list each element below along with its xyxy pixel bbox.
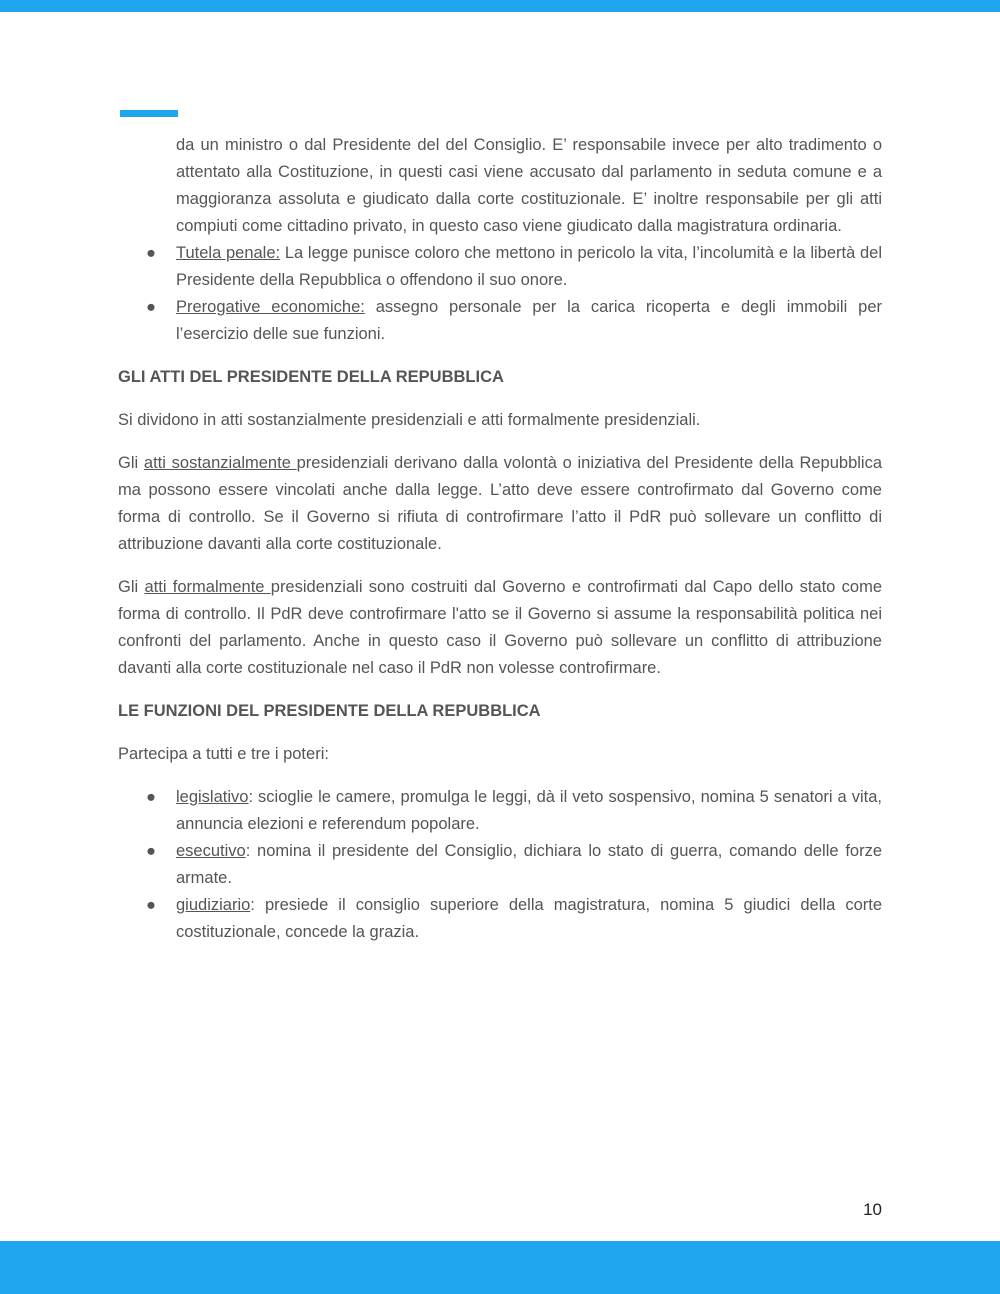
accent-dash (120, 110, 178, 117)
list-item-term: legislativo (176, 788, 249, 806)
bullet-icon: ● (146, 842, 156, 860)
continuation-paragraph: da un ministro o dal Presidente del del Consiglio. E’ responsabile invece per alto tradimento o attentato alla Costituzione, in questi casi viene accusato dal parlamento in seduta comune e a maggioranza assoluta e giudicato dalla corte costituzionale. E’ inoltre responsabile per gli atti compiuti come cittadino privato, in questo caso viene giudicato dalla magistratura ordinaria. (176, 136, 882, 235)
paragraph-text: presidenziali sono costruiti dal Governo e controfirmati dal Capo dello stato come forma di controllo. Il PdR deve controfirmare l'atto se il Governo si assume la responsabilità politica nei confronti del parlamento. Anche in questo caso il Governo può sollevare un conflitto di attribuzione davanti alla corte costituzionale nel caso il PdR non volesse controfirmare. (118, 578, 882, 677)
list-item-term: giudiziario (176, 896, 251, 914)
page-content (118, 132, 882, 962)
list-item-text: : nomina il presidente del Consiglio, dichiara lo stato di guerra, comando delle forze armate. (176, 842, 882, 887)
list-item-term: Tutela penale: (176, 244, 281, 262)
paragraph-atti-formalmente (118, 574, 882, 682)
paragraph-text: presidenziali derivano dalla volontà o iniziativa del Presidente della Repubblica ma possono essere vincolati anche dalla legge. L’atto deve essere controfirmato dal Governo come forma di controllo. Se il Governo si rifiuta di controfirmare l’atto il PdR può sollevare un conflitto di attribuzione davanti alla corte costituzionale. (118, 454, 883, 553)
paragraph-term: atti sostanzialmente (143, 454, 297, 472)
list-item (146, 784, 882, 838)
list-item-term: esecutivo (176, 842, 246, 860)
list-item (146, 240, 883, 294)
bullet-icon: ● (146, 244, 156, 262)
paragraph-atti-sostanzialmente (118, 450, 882, 558)
list-item (146, 892, 882, 946)
bottom-accent-bar (0, 1241, 1000, 1294)
bullet-icon: ● (146, 896, 156, 914)
bullet-list-funzioni (118, 784, 882, 946)
bullet-list-top (118, 240, 882, 348)
list-item-term: Prerogative economiche: (176, 298, 365, 316)
list-item (146, 838, 882, 892)
list-item-text: : scioglie le camere, promulga le leggi, dà il veto sospensivo, nomina 5 senatori a vita, annuncia elezioni e referendum popolare. (176, 788, 882, 833)
paragraph-term: atti formalmente (144, 578, 271, 596)
top-accent-bar (0, 0, 1000, 12)
section-intro-atti: Si dividono in atti sostanzialmente presidenziali e atti formalmente presidenziali. (118, 411, 701, 429)
paragraph-lead: Gli (118, 578, 145, 596)
section-intro-funzioni: Partecipa a tutti e tre i poteri: (118, 745, 329, 763)
paragraph-lead: Gli (118, 454, 144, 472)
section-heading-atti: GLI ATTI DEL PRESIDENTE DELLA REPUBBLICA (118, 368, 504, 386)
list-item-text: La legge punisce coloro che mettono in pericolo la vita, l’incolumità e la libertà del Presidente della Repubblica o offendono il suo onore. (176, 244, 883, 289)
page-number: 10 (863, 1200, 882, 1219)
section-heading-funzioni: LE FUNZIONI DEL PRESIDENTE DELLA REPUBBLICA (118, 702, 541, 720)
bullet-icon: ● (146, 298, 156, 316)
bullet-icon: ● (146, 788, 156, 806)
list-item-text: : presiede il consiglio superiore della magistratura, nomina 5 giudici della corte costituzionale, concede la grazia. (176, 896, 882, 941)
list-item-text: assegno personale per la carica ricoperta e degli immobili per l’esercizio delle sue funzioni. (176, 298, 883, 343)
list-item (146, 294, 883, 348)
